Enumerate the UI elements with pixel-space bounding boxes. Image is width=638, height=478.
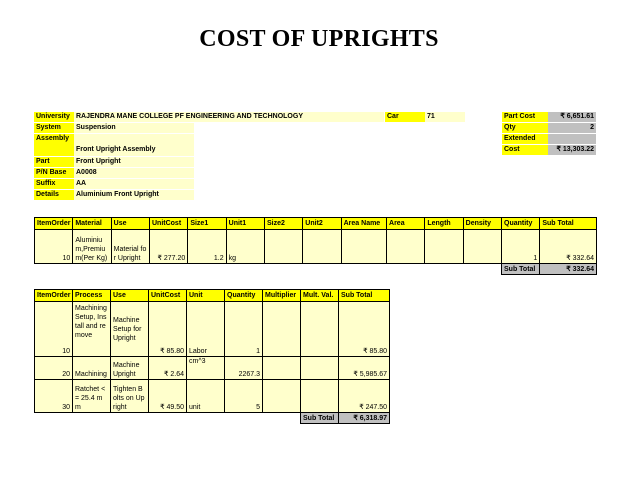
process-header-row	[35, 290, 390, 302]
density-cell	[463, 230, 501, 264]
col-header: Sub Total	[339, 290, 390, 302]
multiplier-cell	[263, 357, 301, 380]
unit-cell: unit	[187, 380, 225, 413]
table-row	[35, 302, 390, 357]
sub-total-cell: ₹ 332.64	[540, 230, 597, 264]
quantity-cell: 2267.3	[225, 357, 263, 380]
col-header: Material	[73, 218, 111, 230]
col-header: Length	[425, 218, 463, 230]
multiplier-cell	[263, 380, 301, 413]
process-table	[34, 289, 390, 424]
details-value: Aluminium Front Upright	[74, 190, 194, 200]
col-header: Unit2	[303, 218, 341, 230]
process-cell: Machining Setup, Install and remove	[73, 302, 111, 357]
university-value: RAJENDRA MANE COLLEGE PF ENGINEERING AND TECHNOLOGY	[74, 112, 384, 122]
mult-val-cell	[301, 380, 339, 413]
col-header: Process	[73, 290, 111, 302]
unit-cost-cell: ₹ 49.50	[149, 380, 187, 413]
materials-table	[34, 217, 597, 275]
part-value: Front Upright	[74, 157, 194, 167]
page-title: COST OF UPRIGHTS	[199, 26, 439, 52]
col-header: Unit	[187, 290, 225, 302]
car-label: Car	[385, 112, 425, 122]
area-name-cell	[341, 230, 386, 264]
cost-label: Cost	[502, 145, 548, 155]
assembly-value: Front Upright Assembly	[74, 134, 194, 156]
unit-cell: Labor	[187, 302, 225, 357]
col-header: UnitCost	[149, 218, 187, 230]
process-cell: Ratchet <= 25.4 mm	[73, 380, 111, 413]
subtotal-value: ₹ 332.64	[540, 264, 597, 275]
university-label: University	[34, 112, 74, 122]
qty-value: 2	[548, 123, 596, 133]
size1-cell: 1.2	[188, 230, 226, 264]
col-header: Mult. Val.	[301, 290, 339, 302]
extended-cost-value: ₹ 13,303.22	[548, 145, 596, 155]
col-header: Quantity	[502, 218, 540, 230]
car-value: 71	[425, 112, 465, 122]
table-row	[35, 230, 597, 264]
use-cell: Machine Upright	[111, 357, 149, 380]
item-order-cell: 10	[35, 302, 73, 357]
details-label: Details	[34, 190, 74, 200]
multiplier-cell	[263, 302, 301, 357]
col-header: ItemOrder	[35, 218, 73, 230]
unit-cost-cell: ₹ 2.64	[149, 357, 187, 380]
unit-cost-cell: ₹ 85.80	[149, 302, 187, 357]
length-cell	[425, 230, 463, 264]
col-header: Quantity	[225, 290, 263, 302]
materials-subtotal-row	[35, 264, 597, 275]
unit-cell: cm^3	[187, 357, 225, 380]
part-cost-label: Part Cost	[502, 112, 548, 122]
item-order-cell: 10	[35, 230, 73, 264]
item-order-cell: 30	[35, 380, 73, 413]
use-cell: Tighten Bolts on Upright	[111, 380, 149, 413]
extended-label: Extended	[502, 134, 548, 144]
use-cell: Material for Upright	[111, 230, 149, 264]
qty-label: Qty	[502, 123, 548, 133]
quantity-cell: 1	[225, 302, 263, 357]
mult-val-cell	[301, 357, 339, 380]
col-header: Area	[387, 218, 425, 230]
col-header: Density	[463, 218, 501, 230]
col-header: Size1	[188, 218, 226, 230]
subtotal-label: Sub Total	[502, 264, 540, 275]
extended-blank	[548, 134, 596, 144]
col-header: Unit1	[226, 218, 264, 230]
sub-total-cell: ₹ 247.50	[339, 380, 390, 413]
quantity-cell: 1	[502, 230, 540, 264]
material-cell: Aluminium,Premium(Per Kg)	[73, 230, 111, 264]
table-row	[35, 357, 390, 380]
suffix-label: Suffix	[34, 179, 74, 189]
table-row	[35, 380, 390, 413]
item-order-cell: 20	[35, 357, 73, 380]
assembly-label: Assembly	[34, 134, 74, 156]
process-subtotal-row	[35, 413, 390, 424]
system-label: System	[34, 123, 74, 133]
col-header: Sub Total	[540, 218, 597, 230]
part-label: Part	[34, 157, 74, 167]
suffix-value: AA	[74, 179, 194, 189]
system-value: Suspension	[74, 123, 194, 133]
part-cost-value: ₹ 6,651.61	[548, 112, 596, 122]
unit1-cell: kg	[226, 230, 264, 264]
col-header: ItemOrder	[35, 290, 73, 302]
subtotal-label: Sub Total	[301, 413, 339, 424]
subtotal-value: ₹ 6,318.97	[339, 413, 390, 424]
col-header: Use	[111, 290, 149, 302]
col-header: Use	[111, 218, 149, 230]
sub-total-cell: ₹ 85.80	[339, 302, 390, 357]
quantity-cell: 5	[225, 380, 263, 413]
pn-value: A0008	[74, 168, 194, 178]
unit-cost-cell: ₹ 277.20	[149, 230, 187, 264]
col-header: UnitCost	[149, 290, 187, 302]
area-cell	[387, 230, 425, 264]
col-header: Area Name	[341, 218, 386, 230]
use-cell: Machine Setup for Upright	[111, 302, 149, 357]
pn-label: P/N Base	[34, 168, 74, 178]
process-cell: Machining	[73, 357, 111, 380]
sub-total-cell: ₹ 5,985.67	[339, 357, 390, 380]
materials-header-row	[35, 218, 597, 230]
mult-val-cell	[301, 302, 339, 357]
col-header: Multiplier	[263, 290, 301, 302]
unit2-cell	[303, 230, 341, 264]
col-header: Size2	[264, 218, 302, 230]
size2-cell	[264, 230, 302, 264]
